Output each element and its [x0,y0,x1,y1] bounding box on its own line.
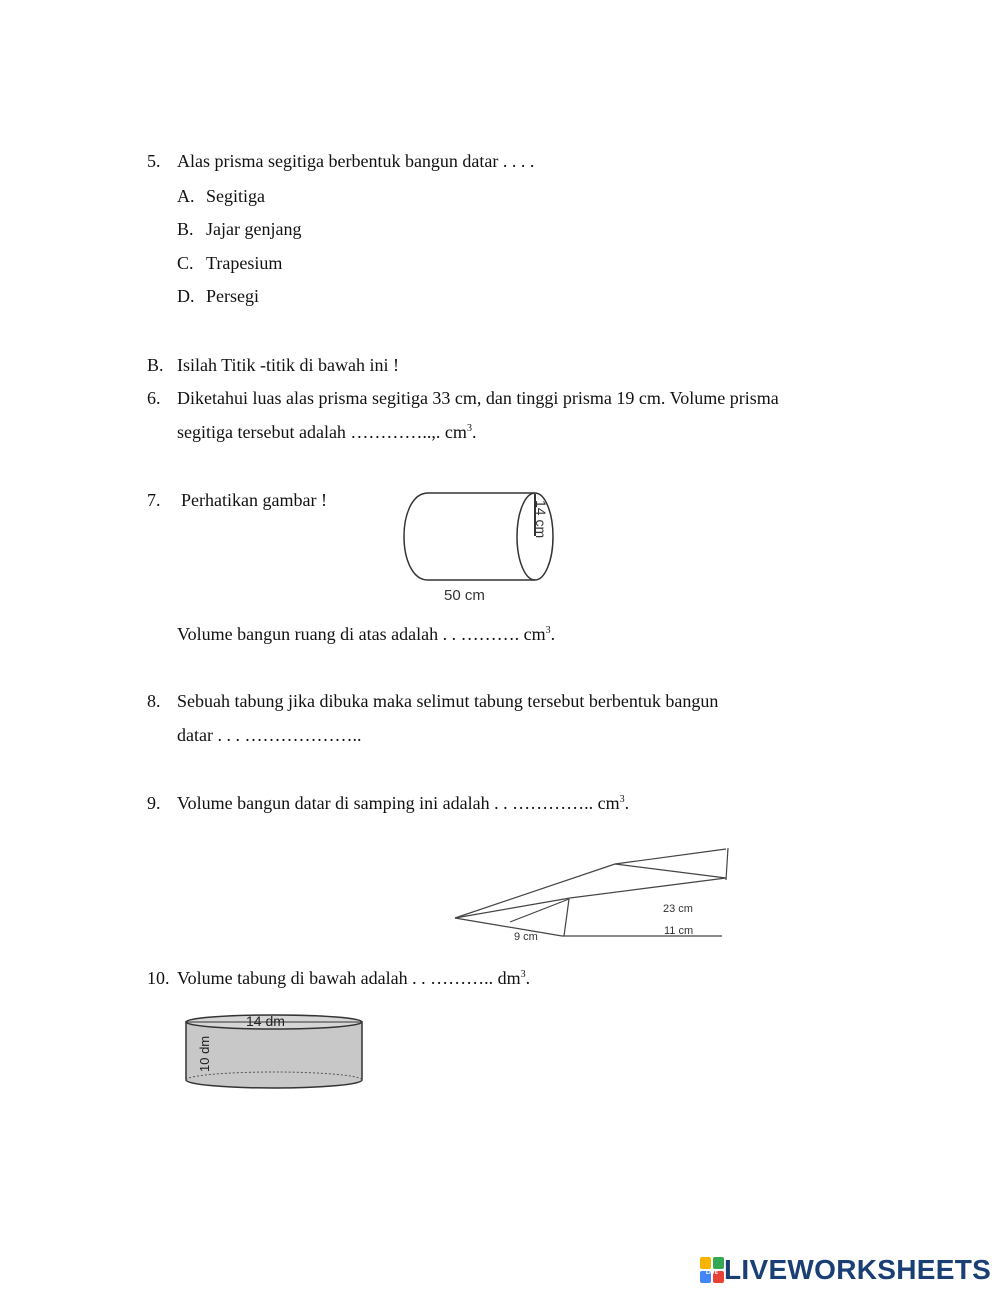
option-letter: D. [177,286,195,306]
question-text: Volume bangun ruang di atas adalah . . ………. cm [177,624,546,644]
prism-edge [615,864,726,878]
tube-body [186,1022,362,1088]
superscript: 3 [466,423,472,434]
question-text: Volume bangun datar di samping ini adalah . . ………….. cm [177,793,620,813]
prism-figure [450,842,740,942]
logo-text: LIVEWORKSHEETS [724,1254,992,1285]
logo-icon [700,1257,724,1283]
option-letter: C. [177,253,194,273]
option-letter: B. [177,219,194,239]
prism-edge [455,898,570,918]
question-number: 6. [147,388,161,408]
question-number: 10. [147,968,170,988]
question-text: Alas prisma segitiga berbentuk bangun datar . . . . [177,151,535,171]
prism-edge [455,918,562,936]
option-letter: A. [177,186,195,206]
question-number: 5. [147,151,161,171]
section-letter: B. [147,355,164,375]
prism-edge [570,878,726,898]
punctuation: . [550,624,556,644]
question-text: segitiga tersebut adalah …………..,. cm [177,422,467,442]
height-label: 11 cm [664,925,694,937]
prism-edge [455,864,615,918]
cylinder-left-end [404,493,428,580]
option-text: Persegi [206,286,259,306]
option-text: Trapesium [206,253,283,273]
punctuation: . [624,793,630,813]
option-text: Segitiga [206,186,265,206]
punctuation: . [471,422,477,442]
prism-edge [564,899,569,936]
superscript: 3 [545,625,551,636]
question-number: 9. [147,793,161,813]
length-label: 50 cm [444,587,485,604]
diameter-label: 14 dm [246,1013,285,1029]
logo-icon-text: LIVE [705,1270,719,1276]
question-number: 7. [147,490,161,510]
tube-figure [182,1012,366,1092]
question-text: Volume tabung di bawah adalah . . ……….. dm [177,968,521,988]
height-label: 14 cm [533,500,549,539]
question-text: Diketahui luas alas prisma segitiga 33 cm, dan tinggi prisma 19 cm. Volume prisma [177,388,779,408]
prism-edge [726,848,728,880]
height-label: 10 dm [197,1035,212,1072]
length-label: 23 cm [663,903,693,915]
liveworksheets-logo [700,1252,991,1288]
question-text-line [177,968,530,989]
question-text-line2 [177,422,476,443]
superscript: 3 [619,794,625,805]
punctuation: . [525,968,531,988]
base-label: 9 cm [514,931,538,943]
prism-edge [615,849,726,864]
superscript: 3 [520,969,526,980]
question-text-line [177,793,629,814]
section-instruction: Isilah Titik -titik di bawah ini ! [177,355,400,375]
question-text: Sebuah tabung jika dibuka maka selimut tabung tersebut berbentuk bangun [177,691,719,711]
question-answer-line [177,624,555,645]
question-number: 8. [147,691,161,711]
prism-edge [510,899,569,922]
cylinder-body [428,493,535,580]
question-text: datar . . . ……………….. [177,725,362,745]
option-text: Jajar genjang [206,219,302,239]
cylinder-figure [400,488,560,608]
question-text: Perhatikan gambar ! [181,490,327,510]
